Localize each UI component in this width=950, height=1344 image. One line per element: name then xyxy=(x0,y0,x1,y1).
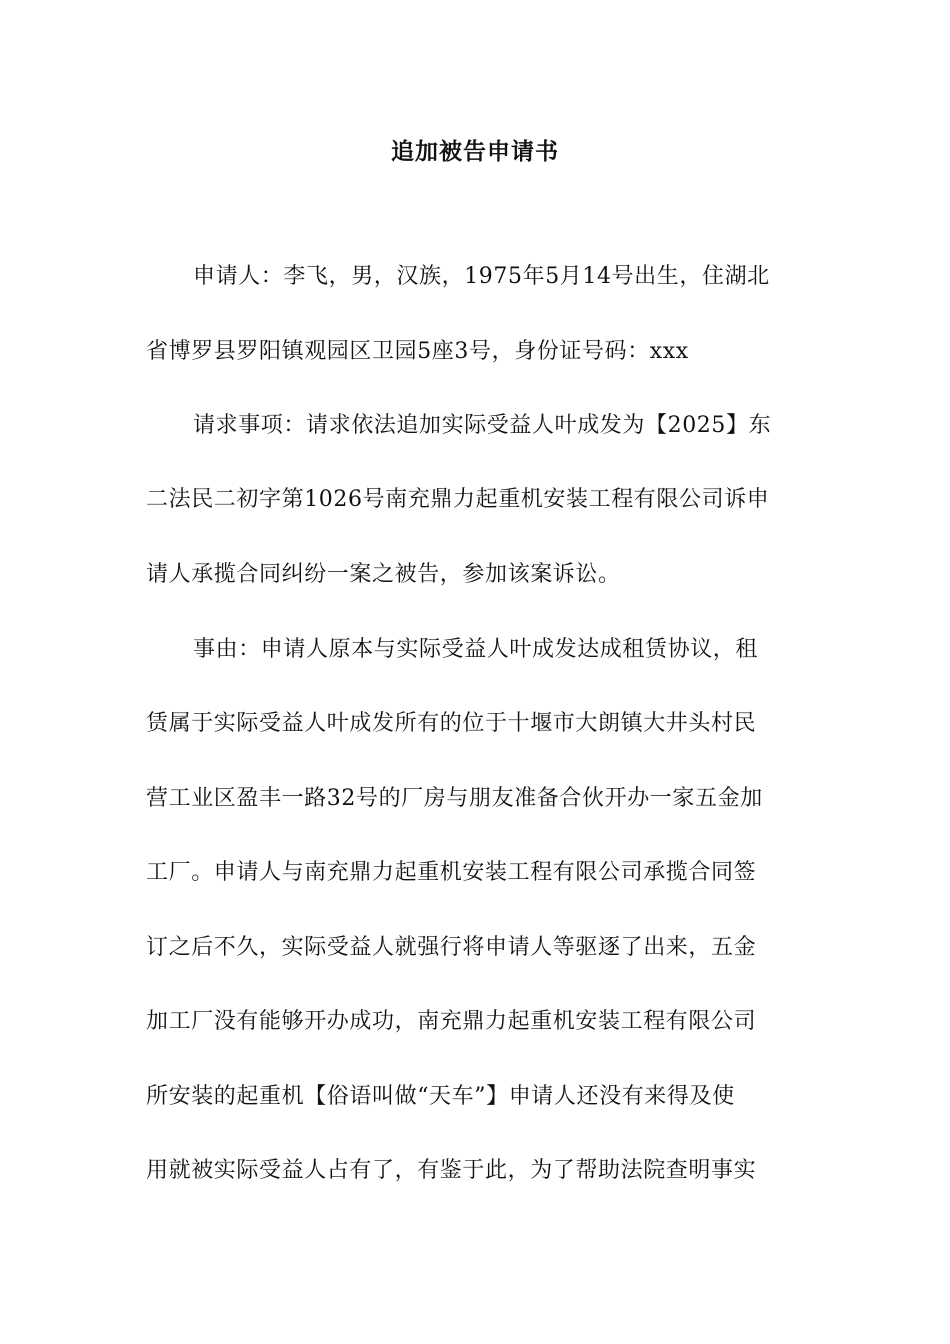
paragraph-line: 用就被实际受益人占有了，有鉴于此，为了帮助法院查明事实 xyxy=(146,1158,757,1183)
paragraph-line: 事由：申请人原本与实际受益人叶成发达成租赁协议，租 xyxy=(193,637,759,662)
paragraph-line: 订之后不久，实际受益人就强行将申请人等驱逐了出来，五金 xyxy=(146,935,757,960)
paragraph-line: 工厂。申请人与南充鼎力起重机安装工程有限公司承揽合同签 xyxy=(146,860,757,885)
paragraph-line: 申请人：李飞，男，汉族，1975年5月14号出生，住湖北 xyxy=(193,264,770,289)
paragraph-line: 省博罗县罗阳镇观园区卫园5座3号，身份证号码：xxx xyxy=(146,339,689,364)
paragraph-line: 请人承揽合同纠纷一案之被告，参加该案诉讼。 xyxy=(146,562,621,587)
paragraph-line: 请求事项：请求依法追加实际受益人叶成发为【2025】东 xyxy=(193,413,772,438)
paragraph-line: 营工业区盈丰一路32号的厂房与朋友准备合伙开办一家五金加 xyxy=(146,786,763,811)
paragraph-line: 赁属于实际受益人叶成发所有的位于十堰市大朗镇大井头村民 xyxy=(146,711,757,736)
paragraph-line: 加工厂没有能够开办成功，南充鼎力起重机安装工程有限公司 xyxy=(146,1009,757,1034)
paragraph-line: 所安装的起重机【俗语叫做“天车”】申请人还没有来得及使 xyxy=(146,1084,735,1109)
paragraph-line: 二法民二初字第1026号南充鼎力起重机安装工程有限公司诉申 xyxy=(146,487,770,512)
document-title: 追加被告申请书 xyxy=(391,139,559,165)
